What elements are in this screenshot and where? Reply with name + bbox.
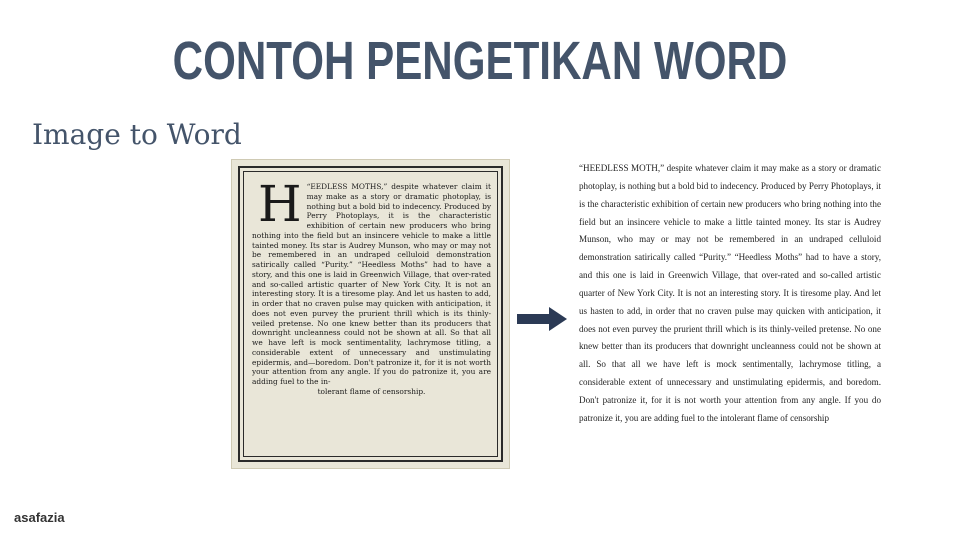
footer-brand: asafazia bbox=[14, 510, 65, 525]
scanned-body: “EEDLESS MOTHS,” despite whatever claim it may make as a story or dramatic photoplay, is nothing but a bold bid to indecency. Produced by Perry Photoplays, it is the characteristic exhibition of certain new producers who bring nothing into the field but an insincere vehicle to make a little tainted money. Its star is Audrey Munson, who may or may not be remembered in an undraped celluloid demonstration satirically called “Purity.” “Heedless Moths” had to have a story, and this one is laid in Greenwich Village, that over-rated and so-called artistic quarter of New York City. It is not an interesting story. It is a tiresome play. And let us hasten to add, in order that no craven pulse may quicken with anticipation, it does not even purvey the prurient thrill which is its thinly-veiled pretense. No one knew better than its producers that downright uncleanness could not be shown at all. So that all we have left is mock sentimentality, lachrymose titling, a considerable extent of unnecessary and unstimulating epidermis, and—boredom. Don't patronize it, for it is not worth your attention from any angle. If you do patronize it, you are adding fuel to the in- bbox=[252, 182, 491, 386]
right-arrow-icon bbox=[517, 307, 567, 331]
scanned-text bbox=[252, 175, 491, 397]
slide-subtitle: Image to Word bbox=[32, 118, 242, 151]
drop-cap: H bbox=[258, 175, 302, 233]
converted-word-text: “HEEDLESS MOTH,” despite whatever claim it may make as a story or dramatic photoplay, is nothing but a bold bid to indecency. Produced by Perry Photoplays, it is the characteristic exhibition of certain new producers who bring nothing into the field but an insincere vehicle to make a little tainted money. Its star is Audrey Munson, who may or may not be remembered in an undraped celluloid demonstration satirically called “Purity.” “Heedless Moths” had to have a story, and this one is laid in Greenwich Village, that over-rated and so-called artistic quarter of New York City. It is not an interesting story. It is tiresome play. And let us hasten to add, in order that no craven pulse may quicken with anticipation, it does not even purvey the prurient thrill which is its thinly-veiled pretense. No one knew better than its producers that downright uncleanness could not be shown at all. So that all we have left is mock sentimentally, lachrymose titling, a considerable extent of unnecessary and unstimulating epidermis, and boredom. Don't patronize it, for it is not worth your attention from any angle. If you do patronize it, you are adding fuel to the intolerant flame of censorship bbox=[579, 163, 881, 423]
slide-title: CONTOH PENGETIKAN WORD bbox=[172, 31, 788, 91]
scanned-last-line: tolerant flame of censorship. bbox=[317, 386, 426, 396]
scanned-page-image bbox=[231, 159, 510, 469]
